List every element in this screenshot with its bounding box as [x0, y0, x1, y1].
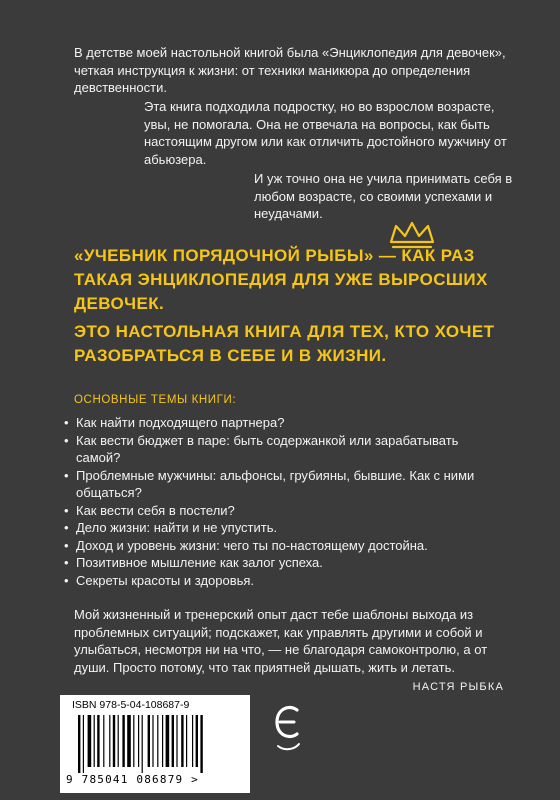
list-item: • Дело жизни: найти и не упустить.	[64, 519, 504, 537]
barcode-bar	[83, 715, 84, 773]
barcode-bar	[196, 715, 198, 767]
barcode-bar	[127, 715, 131, 767]
barcode-bar	[176, 715, 177, 767]
topics-title: ОСНОВНЫЕ ТЕМЫ КНИГИ:	[74, 394, 237, 406]
topics-list	[64, 414, 504, 589]
barcode-bar	[78, 715, 80, 773]
highlight-heading-2: ЭТО НАСТОЛЬНАЯ КНИГА ДЛЯ ТЕХ, КТО ХОЧЕТ РАЗОБРАТЬСЯ В СЕБЕ И В ЖИЗНИ.	[74, 322, 495, 365]
barcode-bar	[172, 715, 174, 767]
list-item: • Как найти подходящего партнера?	[64, 414, 504, 432]
barcode-bar	[166, 715, 170, 767]
list-item: • Позитивное мышление как залог успеха.	[64, 554, 504, 572]
author-name: НАСТЯ РЫБКА	[412, 681, 504, 693]
barcode-digits: 9 785041 086879 >	[66, 773, 199, 786]
intro-paragraph-3: И уж точно она не учила принимать себя в любом возрасте, со своими успехами и неудачами.	[254, 171, 513, 221]
barcode-bar	[122, 715, 124, 767]
highlight-heading-1: «УЧЕБНИК ПОРЯДОЧНОЙ РЫБЫ» — КАК РАЗ ТАКАЯ ЭНЦИКЛОПЕДИЯ ДЛЯ УЖЕ ВЫРОСШИХ ДЕВОЧЕК.	[74, 246, 488, 313]
intro-paragraph-1: В детстве моей настольной книгой была «Энциклопедия для девочек», четкая инструкция к жизни: от техники маникюра до определения девственности.	[74, 45, 506, 95]
barcode-bar	[97, 715, 99, 767]
barcode-bar	[200, 715, 202, 773]
barcode-bar	[162, 715, 163, 767]
barcode-bar	[94, 715, 95, 767]
barcode-bar	[138, 715, 139, 767]
barcode-bar	[186, 715, 187, 767]
barcode-bar	[133, 715, 134, 767]
eksmo-logo-icon	[272, 702, 304, 752]
barcode-bar	[142, 715, 143, 773]
barcode-bar	[113, 715, 115, 767]
barcode-bar	[181, 715, 183, 767]
barcode-bar	[103, 715, 104, 767]
list-item: • Проблемные мужчины: альфонсы, грубияны, бывшие. Как с ними общаться?	[64, 467, 504, 502]
barcode-icon	[76, 715, 236, 773]
barcode-bar	[109, 715, 110, 767]
barcode-bar	[118, 715, 119, 767]
intro-paragraph-2: Эта книга подходила подростку, но во взрослом возрасте, увы, не помогала. Она не отвечала на вопросы, как быть настоящим другом или как отличить достойного мужчину от абьюзера.	[144, 99, 507, 167]
list-item: • Доход и уровень жизни: чего ты по-настоящему достойна.	[64, 537, 504, 555]
list-item: • Как вести бюджет в паре: быть содержанкой или зарабатывать самой?	[64, 432, 504, 467]
barcode-bar	[157, 715, 158, 767]
barcode-bar	[148, 715, 150, 767]
closing-paragraph: Мой жизненный и тренерский опыт даст тебе шаблоны выхода из проблемных ситуаций; подскажет, как управлять другими и собой и улыбаться, несмотря ни на что, — не благодаря самоконтролю, а от души. Просто потому, что так приятней дышать, жить и летать.	[74, 607, 488, 675]
barcode-bar	[88, 715, 92, 767]
barcode-bar	[192, 715, 193, 767]
barcode-block	[60, 695, 250, 793]
barcode-bar	[152, 715, 153, 767]
isbn-label: ISBN 978-5-04-108687-9	[72, 699, 190, 711]
list-item: • Секреты красоты и здоровья.	[64, 572, 504, 590]
list-item: • Как вести себя в постели?	[64, 502, 504, 520]
